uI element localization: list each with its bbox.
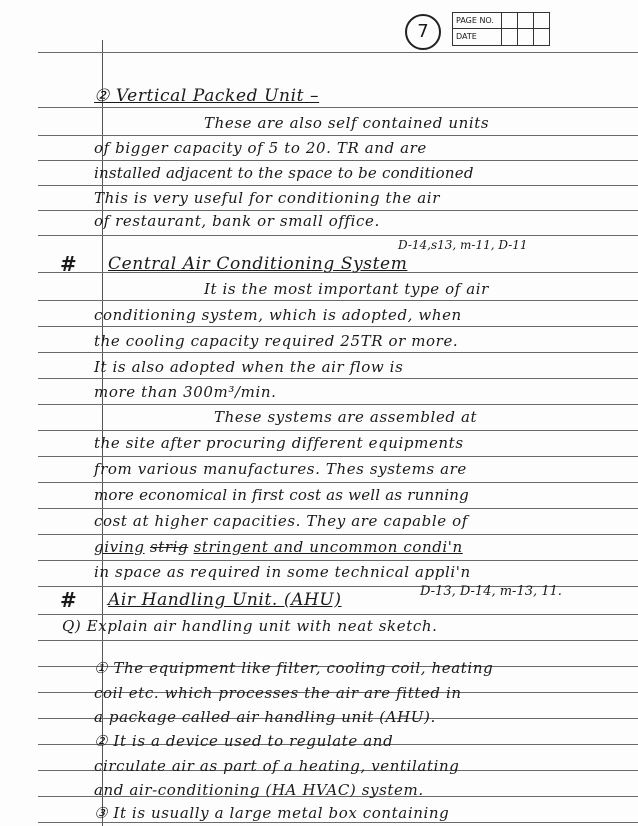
- ruled-line: [38, 614, 638, 615]
- ruled-line: [38, 822, 638, 823]
- ruled-line: [38, 378, 638, 379]
- page-no-row: [453, 13, 549, 29]
- date-label: DATE: [456, 32, 477, 41]
- ruled-line: [38, 210, 638, 211]
- hash-marker: #: [60, 588, 77, 612]
- ruled-line: [38, 352, 638, 353]
- text-line: circulate air as part of a heating, ventilating: [94, 757, 460, 775]
- text-line: ② It is a device used to regulate and: [94, 732, 394, 750]
- text-line: and air-conditioning (HA HVAC) system.: [94, 781, 424, 799]
- ruled-line: [38, 160, 638, 161]
- text-line: more than 300m³/min.: [94, 383, 277, 401]
- exam-reference: D-14,s13, m-11, D-11: [398, 238, 528, 252]
- text-line: from various manufactures. Thes systems are: [94, 460, 467, 478]
- ruled-line: [38, 404, 638, 405]
- ruled-line: [38, 508, 638, 509]
- text-line: [94, 538, 463, 556]
- text-line: the site after procuring different equipments: [94, 434, 464, 452]
- ruled-line: [38, 326, 638, 327]
- text-line: installed adjacent to the space to be conditioned: [94, 164, 474, 182]
- text-line: conditioning system, which is adopted, when: [94, 306, 462, 324]
- ruled-line: [38, 300, 638, 301]
- text-line: the cooling capacity required 25TR or more.: [94, 332, 459, 350]
- text-line: in space as required in some technical appli'n: [94, 563, 471, 581]
- text-line: This is very useful for conditioning the air: [94, 189, 440, 207]
- ruled-line: [38, 185, 638, 186]
- text-word: stringent and uncommon condi'n: [193, 538, 463, 556]
- date-row: [453, 29, 549, 45]
- page-no-label: PAGE NO.: [456, 16, 494, 25]
- ruled-line: [38, 482, 638, 483]
- text-line: cost at higher capacities. They are capable of: [94, 512, 468, 530]
- ruled-line: [38, 235, 638, 236]
- exam-reference: D-13, D-14, m-13, 11.: [420, 584, 562, 599]
- section-heading-central-ac: Central Air Conditioning System: [108, 254, 408, 274]
- text-line: more economical in first cost as well as running: [94, 486, 469, 504]
- text-word: giving: [94, 538, 145, 556]
- section-heading-ahu: Air Handling Unit. (AHU): [108, 590, 342, 610]
- text-line: These systems are assembled at: [214, 408, 478, 426]
- ruled-line: [38, 560, 638, 561]
- ruled-line: [38, 52, 638, 53]
- ruled-line: [38, 135, 638, 136]
- text-line: a package called air handling unit (AHU).: [94, 708, 436, 726]
- ruled-line: [38, 430, 638, 431]
- ruled-line: [38, 107, 638, 108]
- text-line: It is the most important type of air: [204, 280, 489, 298]
- page-date-box: [452, 12, 550, 46]
- text-line: of bigger capacity of 5 to 20. TR and are: [94, 139, 427, 157]
- text-line: These are also self contained units: [204, 114, 490, 132]
- ruled-line: [38, 456, 638, 457]
- page-number-circle: 7: [405, 14, 441, 50]
- ruled-line: [38, 534, 638, 535]
- text-line: ③ It is usually a large metal box containing: [94, 804, 450, 822]
- question-line: Q) Explain air handling unit with neat sketch.: [62, 617, 438, 635]
- text-line: It is also adopted when the air flow is: [94, 358, 404, 376]
- struck-word: strig: [149, 538, 189, 556]
- hash-marker: #: [60, 252, 77, 276]
- section-heading-vertical-packed-unit: ② Vertical Packed Unit –: [94, 86, 320, 106]
- text-line: of restaurant, bank or small office.: [94, 212, 380, 230]
- ruled-line: [38, 640, 638, 641]
- text-line: ① The equipment like filter, cooling coil, heating: [94, 659, 494, 677]
- text-line: coil etc. which processes the air are fitted in: [94, 684, 462, 702]
